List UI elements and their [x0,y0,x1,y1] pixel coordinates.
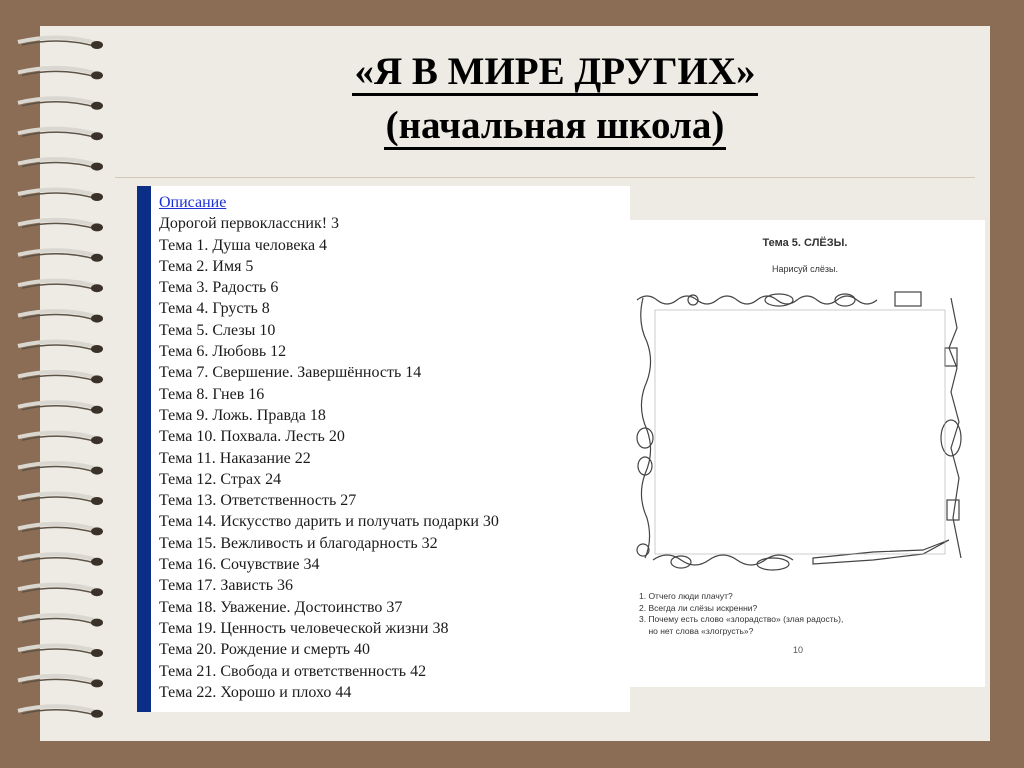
toc-item: Тема 10. Похвала. Лесть 20 [159,428,345,446]
table-of-contents [137,186,630,712]
toc-item: Тема 17. Зависть 36 [159,577,294,595]
spiral-hole [91,588,103,596]
spiral-hole [91,649,103,657]
workbook-page-number: 10 [793,645,804,655]
toc-item: Тема 11. Наказание 22 [159,449,311,467]
workbook-page [625,220,985,687]
toc-item: Тема 15. Вежливость и благодарность 32 [159,534,438,552]
title-line-2: (начальная школа) [160,99,950,153]
toc-item: Тема 9. Ложь. Правда 18 [159,406,326,424]
toc-item: Тема 8. Гнев 16 [159,385,265,403]
question-item: но нет слова «злогрусть»? [639,625,754,636]
spiral-hole [91,527,103,535]
toc-item: Тема 16. Сочувствие 34 [159,556,320,574]
toc-item: Тема 19. Ценность человеческой жизни 38 [159,619,449,637]
toc-item: Дорогой первоклассник! 3 [159,215,340,233]
toc-item: Тема 6. Любовь 12 [159,343,287,361]
toc-list [159,192,626,703]
divider [115,177,975,178]
spiral-hole [91,315,103,323]
toc-item: Тема 20. Рождение и смерть 40 [159,641,370,659]
spiral-hole [91,406,103,414]
toc-item: Тема 14. Искусство дарить и получать подарки 30 [159,513,499,531]
toc-heading-link[interactable]: Описание [159,194,227,211]
spiral-hole [91,254,103,262]
toc-item: Тема 3. Радость 6 [159,279,279,297]
spiral-hole [91,345,103,353]
toc-item: Тема 7. Свершение. Завершённость 14 [159,364,422,382]
toc-accent-bar [137,186,151,712]
doodle-frame-illustration [633,288,969,580]
toc-item: Тема 13. Ответственность 27 [159,492,357,510]
title-line-1: «Я В МИРЕ ДРУГИХ» [160,45,950,99]
spiral-hole [91,679,103,687]
toc-item: Тема 12. Страх 24 [159,470,282,488]
spiral-hole [91,619,103,627]
spiral-hole [91,375,103,383]
spiral-hole [91,163,103,171]
toc-item: Тема 2. Имя 5 [159,257,254,275]
spiral-hole [91,71,103,79]
spiral-hole [91,467,103,475]
toc-item: Тема 4. Грусть 8 [159,300,270,318]
spiral-hole [91,102,103,110]
workbook-page-title: Тема 5. СЛЁЗЫ. [762,237,848,249]
spiral-hole [91,710,103,718]
spiral-hole [91,284,103,292]
workbook-questions [639,591,979,637]
spiral-hole [91,497,103,505]
spiral-hole [91,41,103,49]
toc-item: Тема 5. Слезы 10 [159,321,276,339]
toc-item: Тема 21. Свобода и ответственность 42 [159,662,427,680]
spiral-hole [91,436,103,444]
spiral-hole [91,223,103,231]
toc-item: Тема 1. Душа человека 4 [159,236,328,254]
spiral-hole [91,558,103,566]
spiral-hole [91,193,103,201]
question-item: 2. Всегда ли слёзы искренни? [639,602,758,613]
spiral-binding [0,26,120,741]
toc-item: Тема 22. Хорошо и плохо 44 [159,683,352,701]
slide-title [160,45,950,153]
question-item: 3. Почему есть слово «злорадство» (злая радость), [639,614,844,624]
toc-item: Тема 18. Уважение. Достоинство 37 [159,598,403,616]
question-item: 1. Отчего люди плачут? [639,591,733,601]
spiral-hole [91,132,103,140]
workbook-page-subtitle: Нарисуй слёзы. [772,264,838,274]
